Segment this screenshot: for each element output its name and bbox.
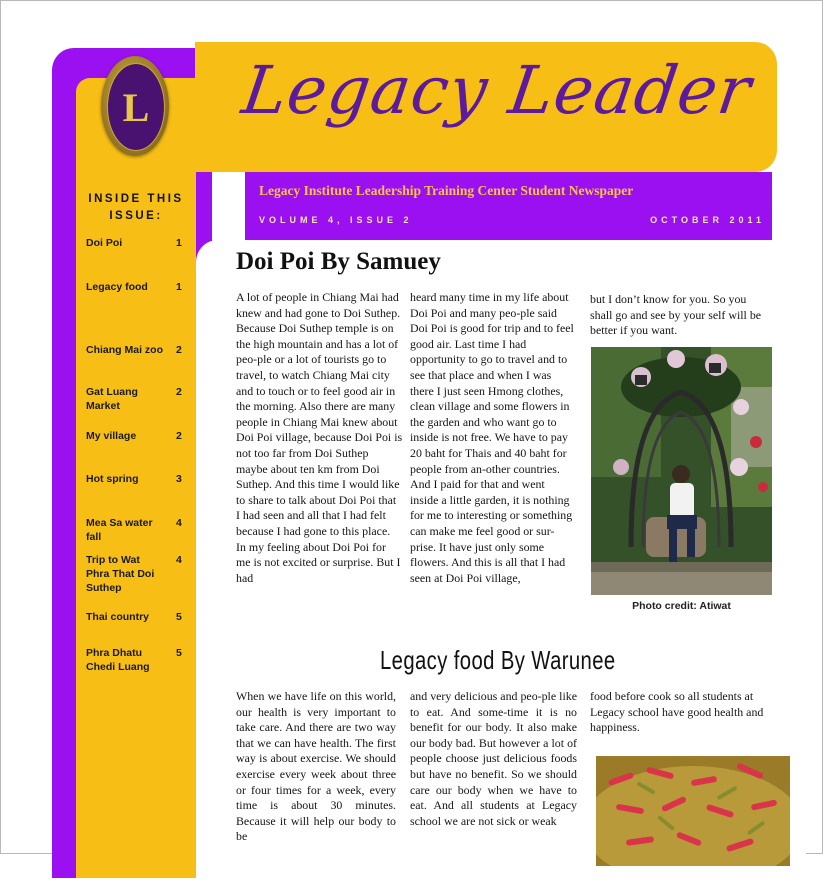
toc-label: My village xyxy=(86,430,137,442)
legacy-logo xyxy=(101,56,169,156)
doi-poi-garden-photo xyxy=(591,347,772,595)
logo-emblem xyxy=(107,63,165,151)
article-legacy-food-column-3: food before cook so all students at Legacy school have good health and happiness. xyxy=(590,689,764,735)
article-legacy-food-column-1: When we have life on this world, our health is very important to take care. And there are two way that we can have health. The first way is about exercise. We should exercise every week about three or four times for a week, every time is about 30 minutes. Because it will help our body to be xyxy=(236,689,396,844)
article-legacy-food-title: Legacy food By Warunee xyxy=(380,645,616,675)
legacy-food-photo xyxy=(596,756,790,866)
article-doi-poi-column-1: A lot of people in Chiang Mai had knew and had gone to Doi Suthep. Because Doi Suthep temple is on the high mountain and has a lot of peo-ple or a lot of tourists go to travel, to watch Chiang Mai city and to touch or to feel good air in the morning. Also there are many people in Chiang Mai knew about Doi Poi village, because Doi Poi is not too far from Doi Suthep maybe about ten km from Doi Suthep. And this time I would like to share to talk about Doi Poi that I had seen and all that I had felt because I had gone to this place. In my feeling about Doi Poi for me is not excited or surprise. But I had xyxy=(236,290,403,585)
toc-page-number: 2 xyxy=(176,386,182,398)
toc-page-number: 4 xyxy=(176,517,182,529)
toc-page-number: 5 xyxy=(176,647,182,659)
food-photo-illustration xyxy=(596,756,790,866)
garden-photo-illustration xyxy=(591,347,772,595)
issue-date: OCTOBER 2011 xyxy=(650,215,765,225)
volume-issue: VOLUME 4, ISSUE 2 xyxy=(259,215,413,225)
toc-page-number: 1 xyxy=(176,281,182,293)
toc-label: Phra Dhatu Chedi Luang xyxy=(86,647,150,673)
toc-label: Doi Poi xyxy=(86,237,123,249)
toc-page-number: 1 xyxy=(176,237,182,249)
toc-page-number: 5 xyxy=(176,611,182,623)
inside-heading-line1: INSIDE THIS xyxy=(88,193,184,205)
article-legacy-food-column-2: and very delicious and peo-ple like to eat. And some-time it is no benefit for our body. It also make our body bad. But however a lot of people choose just delicious foods but have no benefit. So we should care our body when we have to eat. And all students at Legacy school we are not sick or weak xyxy=(410,689,577,828)
article-doi-poi-column-3: but I don’t know for you. So you shall go and see by your self will be better if you want. xyxy=(590,292,762,338)
inside-heading-line2: ISSUE: xyxy=(109,210,163,222)
toc-label: Gat Luang Market xyxy=(86,386,138,412)
toc-page-number: 3 xyxy=(176,473,182,485)
toc-page-number: 2 xyxy=(176,344,182,356)
toc-label: Trip to Wat Phra That Doi Suthep xyxy=(86,554,155,594)
photo-credit: Photo credit: Atiwat xyxy=(632,600,731,612)
toc-label: Thai country xyxy=(86,611,150,623)
inside-this-issue-heading xyxy=(80,191,192,225)
article-doi-poi-column-2: heard many time in my life about Doi Poi and many peo-ple said Doi Poi is good for trip and to feel good air. Last time I had opportunity to go to travel and to see that place and when I was there I just seen Hmong clothes, clean village and some flowers in the garden and who want go to inside is not free. We have to pay 20 baht for Thais and 40 baht for people from an-other countries. And I paid for that and went inside a little garden, it is nothing for me to interesting or something can make me feel good or sur-prise. It have just only some flowers. And this is all that I had seen at Doi Poi village, xyxy=(410,290,574,585)
toc-page-number: 4 xyxy=(176,554,182,566)
toc-page-number: 2 xyxy=(176,430,182,442)
newspaper-subtitle: Legacy Institute Leadership Training Center Student Newspaper xyxy=(259,183,634,198)
logo-letter: L xyxy=(122,84,150,130)
article-doi-poi-title: Doi Poi By Samuey xyxy=(236,248,441,275)
toc-label: Chiang Mai zoo xyxy=(86,344,163,356)
toc-label: Mea Sa water fall xyxy=(86,517,153,543)
toc-label: Hot spring xyxy=(86,473,139,485)
newspaper-title: Legacy Leader xyxy=(237,52,757,129)
toc-label: Legacy food xyxy=(86,281,148,293)
